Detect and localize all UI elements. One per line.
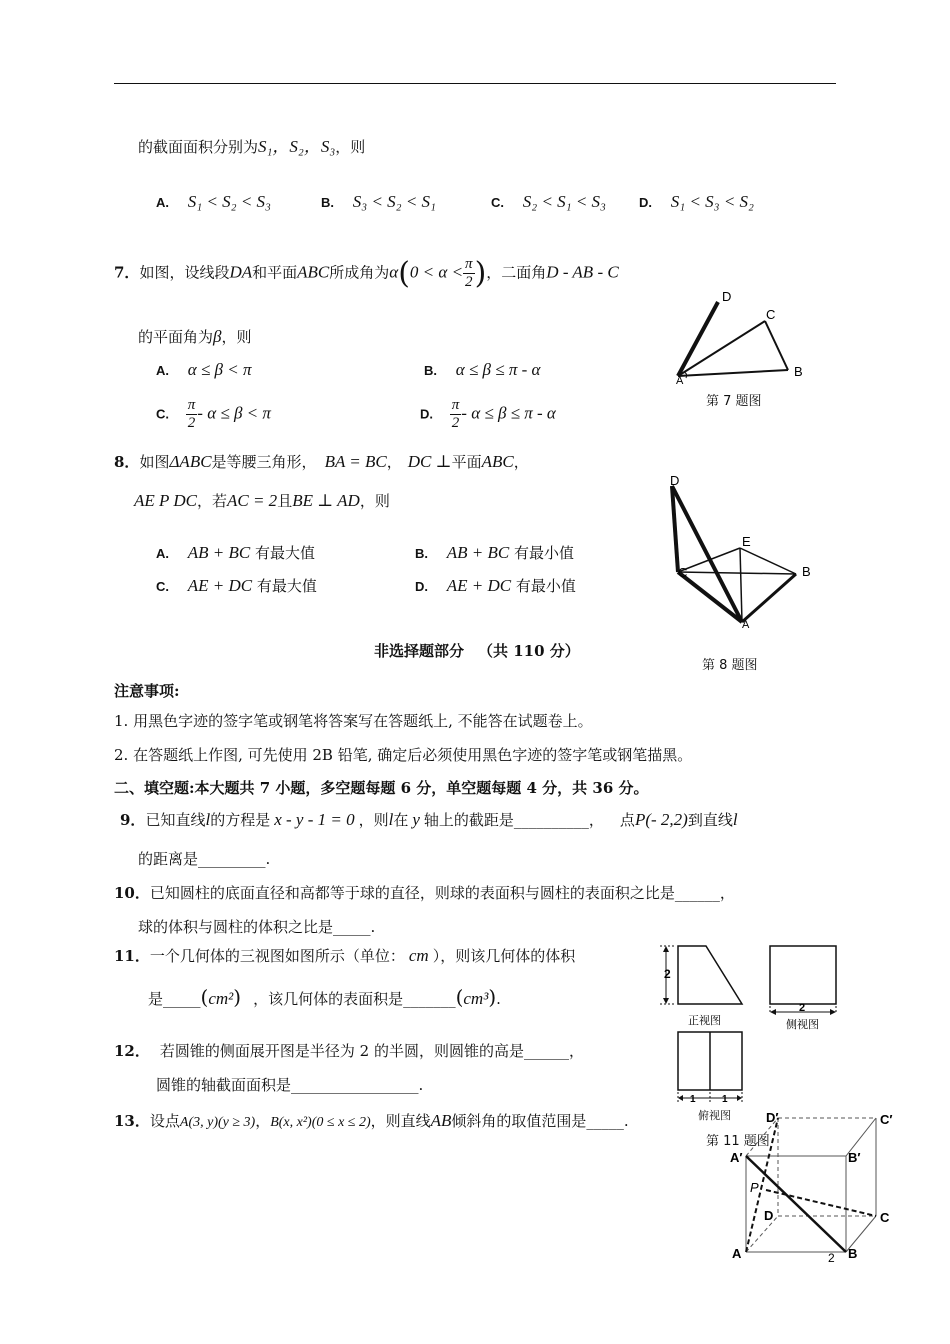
q8-label-e: E <box>742 534 751 549</box>
q11-caption: 第 11 题图 <box>706 1134 770 1149</box>
q8-label-c: C <box>678 565 688 580</box>
q10-line2: 球的体积与圆柱的体积之比是_____. <box>138 918 376 936</box>
q6-stem: 的截面面积分别为S₁，S₂，S₃，则 <box>138 137 366 156</box>
q7-option-a[interactable]: A. α ≤ β < π <box>156 360 252 379</box>
q13-label-two: 2 <box>828 1251 835 1265</box>
q11-side-label: 侧视图 <box>786 1019 819 1031</box>
q8-option-a[interactable]: A. AB + BC 有最大值 <box>156 543 316 562</box>
q11-dim-t2: 1 <box>722 1094 728 1105</box>
notice-2: 2. 在答题纸上作图, 可先使用 2B 铅笔, 确定后必须使用黑色字迹的签字笔或钢笔描黑。 <box>114 746 693 764</box>
notice-1: 1. 用黑色字迹的签字笔或钢笔将答案写在答题纸上, 不能答在试题卷上。 <box>114 712 593 730</box>
q11-top-label: 俯视图 <box>698 1109 731 1122</box>
q13-cube-figure <box>726 1106 906 1266</box>
q7-figure <box>670 288 820 388</box>
header-rule <box>114 83 836 84</box>
q7-label-b: B <box>794 364 803 379</box>
q13-label-b: B <box>848 1246 858 1261</box>
q7-label-a: A <box>676 375 684 387</box>
q11-top-view <box>674 1028 754 1112</box>
q9-line2: 的距离是_________. <box>138 850 271 868</box>
q8-label-d: D <box>670 473 680 488</box>
q13-label-c: C <box>880 1210 890 1225</box>
q11-dim-side: 2 <box>799 1002 806 1014</box>
q7-pi-over-2: $\frac{\pi}{2}$ <box>465 256 473 290</box>
q11-side-view <box>766 942 846 1034</box>
q6-vars: S₁，S₂，S₃ <box>258 137 336 156</box>
q13-label-c1: C′ <box>880 1112 893 1127</box>
q8-option-d[interactable]: D. AE + DC 有最小值 <box>415 576 576 595</box>
q8-option-b[interactable]: B. AB + BC 有最小值 <box>415 543 575 562</box>
q8-figure <box>662 474 822 634</box>
q8-label-b: B <box>802 564 811 579</box>
q10-line1: 10．已知圆柱的底面直径和高都等于球的直径，则球的表面积与圆柱的表面积之比是______， <box>114 884 735 902</box>
q7-label-c: C <box>766 307 776 322</box>
q12-line1: 12． 若圆锥的侧面展开图是半径为 2 的半圆，则圆锥的高是______， <box>114 1042 584 1060</box>
q7-option-c[interactable]: C. $\frac{\pi}{2}$ - α ≤ β < π <box>156 397 271 431</box>
q11-dim-t1: 1 <box>690 1094 696 1105</box>
q8-stem: 8．如图ΔABC是等腰三角形， BA = BC， DC ⊥平面ABC， <box>114 452 529 471</box>
q7-stem: 7．如图，设线段DA和平面ABC所成角为α(0 < α < $\frac{\pi}{2}$ )，二面角D - AB - C <box>114 256 619 291</box>
q9-line1: 9．已知直线l的方程是 x - y - 1 = 0 ，则l在 y 轴上的截距是__________， 点P(- 2,2)到直线l <box>120 810 738 829</box>
q6-option-a[interactable]: A. S₁ < S₂ < S₃ <box>156 192 271 211</box>
q13-label-b1: B′ <box>848 1150 861 1165</box>
q13-line1: 13．设点A(3, y)(y ≥ 3)，B(x, x²)(0 ≤ x ≤ 2)，则直线AB倾斜角的取值范围是_____. <box>114 1111 629 1130</box>
q7-label-d: D <box>722 289 732 304</box>
q11-front-view <box>656 942 746 1032</box>
q11-dim-h: 2 <box>664 967 671 981</box>
notice-title: 注意事项: <box>114 682 180 700</box>
q8-label-a: A <box>742 619 750 631</box>
q6-option-d[interactable]: D. S₁ < S₃ < S₂ <box>639 192 754 211</box>
q13-label-d: D <box>764 1208 774 1223</box>
q13-label-d1: D′ <box>766 1110 779 1125</box>
q7-caption: 第 7 题图 <box>706 394 762 409</box>
q13-label-a1: A′ <box>730 1150 743 1165</box>
q11-front-label: 正视图 <box>688 1015 721 1027</box>
section-title: 非选择题部分 （共 110 分） <box>374 642 580 660</box>
q8-option-c[interactable]: C. AE + DC 有最大值 <box>156 576 317 595</box>
q11-line1: 11．一个几何体的三视图如图所示（单位： cm ），则该几何体的体积 <box>114 946 576 965</box>
q7-option-b[interactable]: B. α ≤ β ≤ π - α <box>424 360 541 379</box>
q8-caption: 第 8 题图 <box>702 658 758 673</box>
q8-line2: AE P DC，若AC = 2且BE ⊥ AD，则 <box>134 491 390 510</box>
q6-option-c[interactable]: C. S₂ < S₁ < S₃ <box>491 192 606 211</box>
q11-line2: 是_____(cm²) ，该几何体的表面积是_______(cm³). <box>148 985 501 1009</box>
part2-heading: 二、填空题:本大题共 7 小题，多空题每题 6 分，单空题每题 4 分，共 36 分。 <box>114 779 649 797</box>
q13-label-a: A <box>732 1246 742 1261</box>
q6-option-b[interactable]: B. S₃ < S₂ < S₁ <box>321 192 436 211</box>
q7-option-d[interactable]: D. $\frac{\pi}{2}$ - α ≤ β ≤ π - α <box>420 397 556 431</box>
q12-line2: 圆锥的轴截面面积是_________________. <box>156 1076 424 1094</box>
q7-line2: 的平面角为β，则 <box>138 327 252 346</box>
q13-label-p: P <box>750 1180 759 1195</box>
